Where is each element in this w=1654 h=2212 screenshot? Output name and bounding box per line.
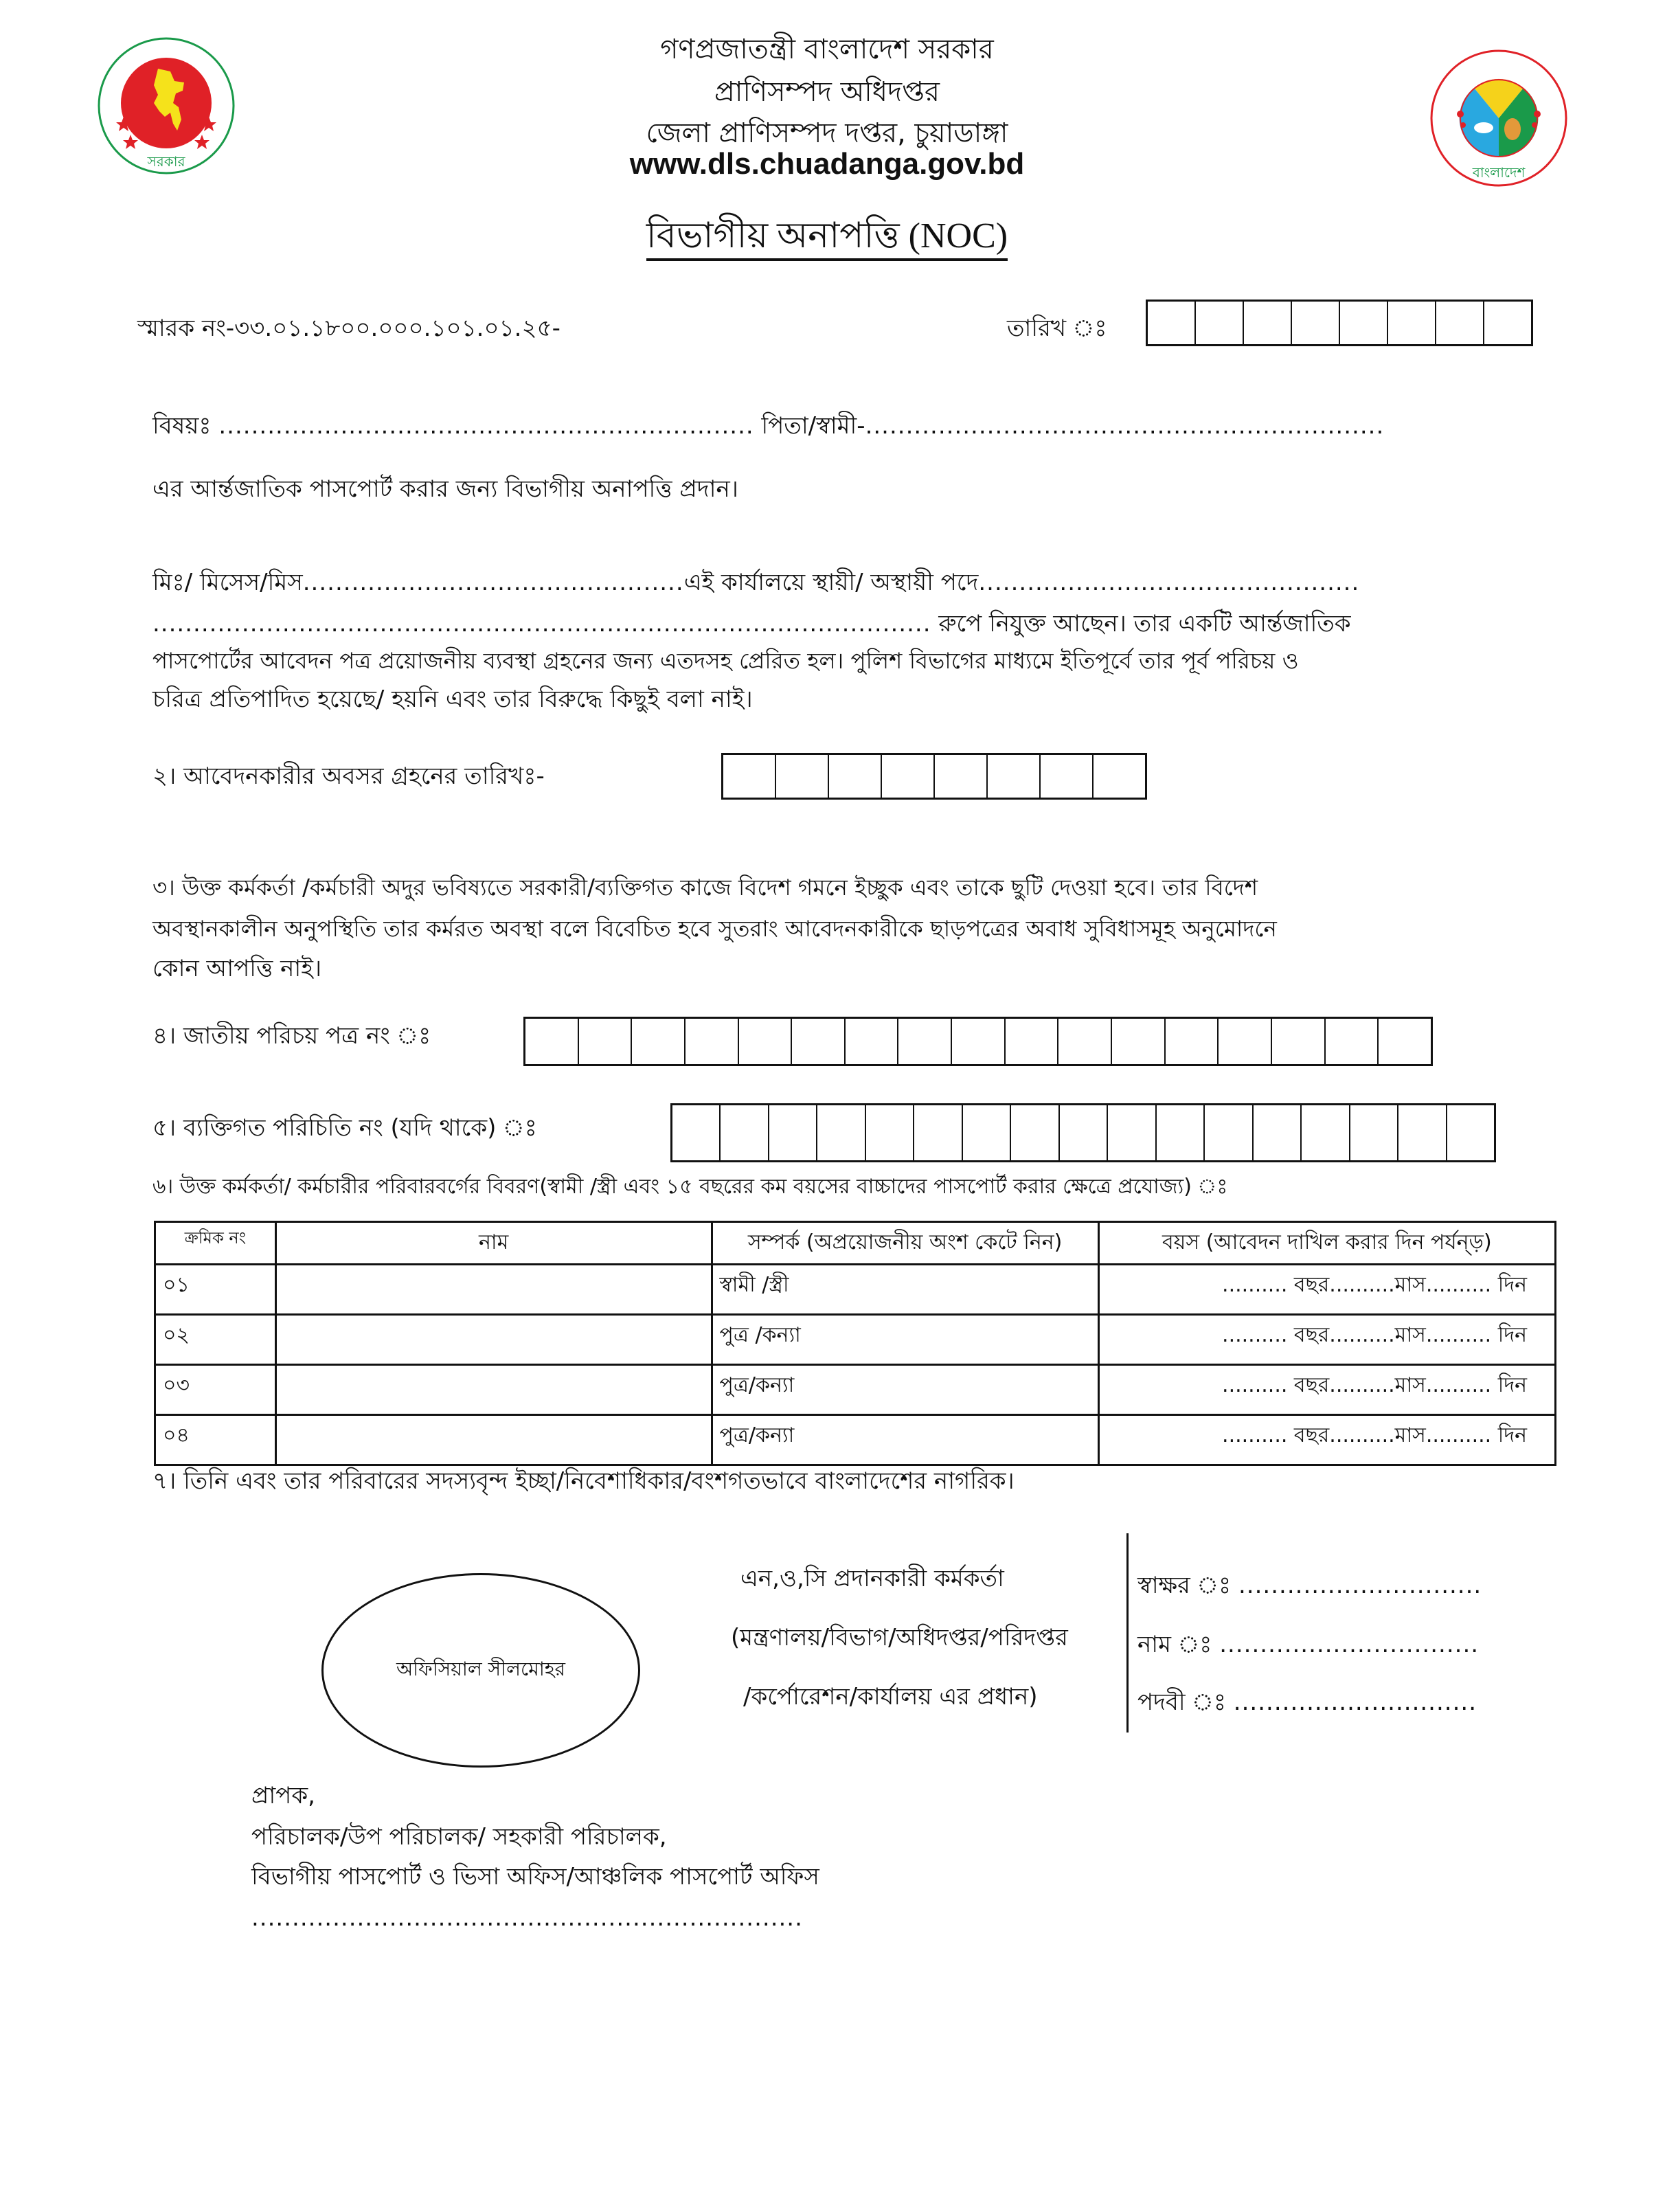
relation-cell: পুত্র/কন্যা [712,1365,1098,1415]
officer-title-1: এন,ও,সি প্রদানকারী কর্মকর্তা [740,1565,1004,1592]
col-name: নাম [275,1222,712,1265]
official-seal-area [321,1573,640,1768]
date-cell[interactable] [1041,755,1094,798]
designation-label: পদবী ঃ [1137,1689,1226,1716]
svg-text:সরকার: সরকার [147,153,185,170]
col-relation: সম্পর্ক (অপ্রয়োজনীয় অংশ কেটে নিন) [712,1222,1098,1265]
table-row [155,1415,1556,1465]
serial-cell: ০৪ [155,1415,276,1465]
date-cell[interactable] [935,755,988,798]
date-cell[interactable] [1292,302,1340,344]
signature-line [1137,1570,1482,1601]
signature-divider [1126,1533,1129,1733]
relation-cell: স্বামী /স্ত্রী [712,1265,1098,1315]
table-row [155,1315,1556,1365]
name-line [1137,1629,1479,1660]
name-label: নাম ঃ [1137,1631,1212,1658]
table-header-row [155,1222,1556,1265]
date-cell[interactable] [829,755,882,798]
memo-value: ৩৩.০১.১৮০০.০০০.১০১.০১.২৫- [234,315,560,342]
signature-field[interactable]: .............................. [1238,1572,1482,1599]
subject-label: বিষয়ঃ [152,412,212,440]
date-input-boxes[interactable] [1146,300,1533,346]
post-text: এই কার্যালয়ে স্থায়ী/ অস্থায়ী পদে [683,569,979,596]
age-cell[interactable]: .......... বছর..........মাস.......... দিন [1098,1365,1555,1415]
serial-cell: ০২ [155,1315,276,1365]
recipient-label: প্রাপক, [251,1782,315,1809]
nid-input-boxes[interactable] [523,1017,1433,1066]
table-row [155,1365,1556,1415]
signature-label: স্বাক্ষর ঃ [1137,1572,1232,1599]
officer-title-3: /কর্পোরেশন/কার্যালয় এর প্রধান) [743,1683,1038,1711]
designation-field[interactable]: .............................. [1233,1689,1477,1716]
date-cell[interactable] [882,755,935,798]
subject-line [152,411,1384,441]
personal-id-input-boxes[interactable] [670,1103,1496,1162]
item3-line-3: কোন আপত্তি নাই। [152,955,322,982]
title-text: বিভাগীয় অনাপত্তি (NOC) [646,216,1008,261]
family-table [154,1221,1556,1466]
father-name-field[interactable]: ................................................................ [865,412,1385,440]
date-cell[interactable] [1388,302,1436,344]
date-cell[interactable] [988,755,1041,798]
body-line-1 [152,567,1359,598]
date-cell[interactable] [1196,302,1244,344]
website-link[interactable]: www.dls.chuadanga.gov.bd [629,147,1025,181]
retirement-date-label: ২। আবেদনকারীর অবসর গ্রহনের তারিখঃ- [152,763,545,790]
item3-line-1: ৩। উক্ত কর্মকর্তা /কর্মচারী অদুর ভবিষ্যতে সরকারী/ব্যক্তিগত কাজে বিদেশ গমনে ইচ্ছুক এবং তাকে ছুটি দেওয়া হবে। তার বিদেশ [152,874,1258,901]
age-cell[interactable]: .......... বছর..........মাস.......... দিন [1098,1265,1555,1315]
personal-id-label: ৫। ব্যক্তিগত পরিচিতি নং (যদি থাকে) ঃ [152,1114,537,1142]
designation-field[interactable]: ................................................................................................ [152,610,931,637]
date-cell[interactable] [1340,302,1388,344]
age-cell[interactable]: .......... বছর..........মাস.......... দিন [1098,1315,1555,1365]
date-cell[interactable] [776,755,829,798]
family-details-label: ৬। উক্ত কর্মকর্তা/ কর্মচারীর পরিবারবর্গের বিবরণ(স্বামী /স্ত্রী এবং ১৫ বছরের কম বয়সের বাচ্চাদের পাসপোর্ট করার ক্ষেত্রে প্রযোজ্য) ঃ [152,1175,1228,1199]
nid-label: ৪। জাতীয় পরিচয় পত্র নং ঃ [152,1022,431,1050]
govt-name: গণপ্রজাতন্ত্রী বাংলাদেশ সরকার [660,34,994,65]
recipient-line-1: পরিচালক/উপ পরিচালক/ সহকারী পরিচালক, [251,1823,667,1851]
name-field[interactable]: ................................ [1219,1631,1480,1658]
col-serial: ক্রমিক নং [155,1222,276,1265]
page-title [0,207,1654,267]
item3-line-2: অবস্থানকালীন অনুপস্থিতি তার কর্মরত অবস্থা বলে বিবেচিত হবে সুতরাং আবেদনকারীকে ছাড়পত্রের অবাধ সুবিধাসমূহ অনুমোদনে [152,916,1277,942]
officer-title-2: (মন্ত্রণালয়/বিভাগ/অধিদপ্তর/পরিদপ্তর [731,1624,1068,1651]
name-cell[interactable] [275,1415,712,1465]
recipient-office-field[interactable]: .................................................................... [251,1904,803,1932]
department-name: প্রাণিসম্পদ অধিদপ্তর [714,76,940,108]
father-label: পিতা/স্বামী- [761,412,865,440]
subject-line-2: এর আর্ন্তজাতিক পাসপোর্ট করার জন্য বিভাগীয় অনাপত্তি প্রদান। [152,475,738,503]
post-field[interactable]: ............................................... [978,569,1360,596]
col-age: বয়স (আবেদন দাখিল করার দিন পর্যন্ড়) [1098,1222,1555,1265]
retirement-date-boxes[interactable] [721,753,1147,800]
body-line-2 [152,609,1351,639]
serial-cell: ০১ [155,1265,276,1315]
name-cell[interactable] [275,1315,712,1365]
date-cell[interactable] [1094,755,1145,798]
salutation-label: মিঃ/ মিসেস/মিস [152,569,303,596]
subject-name-field[interactable]: .................................................................. [218,412,754,440]
memo-label: স্মারক নং- [137,315,235,342]
date-cell[interactable] [723,755,776,798]
date-cell[interactable] [1148,302,1196,344]
memo-number [137,313,560,343]
table-row [155,1265,1556,1315]
relation-cell: পুত্র /কন্যা [712,1315,1098,1365]
svg-text:বাংলাদেশ: বাংলাদেশ [1472,164,1526,181]
date-cell[interactable] [1244,302,1292,344]
name-cell[interactable] [275,1365,712,1415]
serial-cell: ০৩ [155,1365,276,1415]
body-line-2-tail: রুপে নিযুক্ত আছেন। তার একটি আর্ন্তজাতিক [938,610,1351,637]
seal-label: অফিসিয়াল সীলমোহর [396,1658,565,1680]
body-line-3: পাসপোর্টের আবেদন পত্র প্রয়োজনীয় ব্যবস্থা গ্রহনের জন্য এতদসহ প্রেরিত হল। পুলিশ বিভাগের মাধ্যমে ইতিপূর্বে তার পূর্ব পরিচয় ও [152,648,1299,674]
designation-line [1137,1687,1477,1717]
relation-cell: পুত্র/কন্যা [712,1415,1098,1465]
office-name: জেলা প্রাণিসম্পদ দপ্তর, চুয়াডাঙ্গা [646,117,1008,149]
name-cell[interactable] [275,1265,712,1315]
age-cell[interactable]: .......... বছর..........মাস.......... দিন [1098,1415,1555,1465]
date-cell[interactable] [1484,302,1531,344]
citizenship-statement: ৭। তিনি এবং তার পরিবারের সদস্যবৃন্দ ইচ্ছা/নিবেশাধিকার/বংশগতভাবে বাংলাদেশের নাগরিক। [152,1467,1015,1495]
body-line-4: চরিত্র প্রতিপাদিত হয়েছে/ হয়নি এবং তার বিরুদ্ধে কিছুই বলা নাই। [152,686,753,713]
date-cell[interactable] [1436,302,1484,344]
employee-name-field[interactable]: ............................................... [302,569,684,596]
date-label: তারিখ ঃ [1007,315,1107,342]
recipient-line-2: বিভাগীয় পাসপোর্ট ও ভিসা অফিস/আঞ্চলিক পাসপোর্ট অফিস [251,1863,819,1891]
